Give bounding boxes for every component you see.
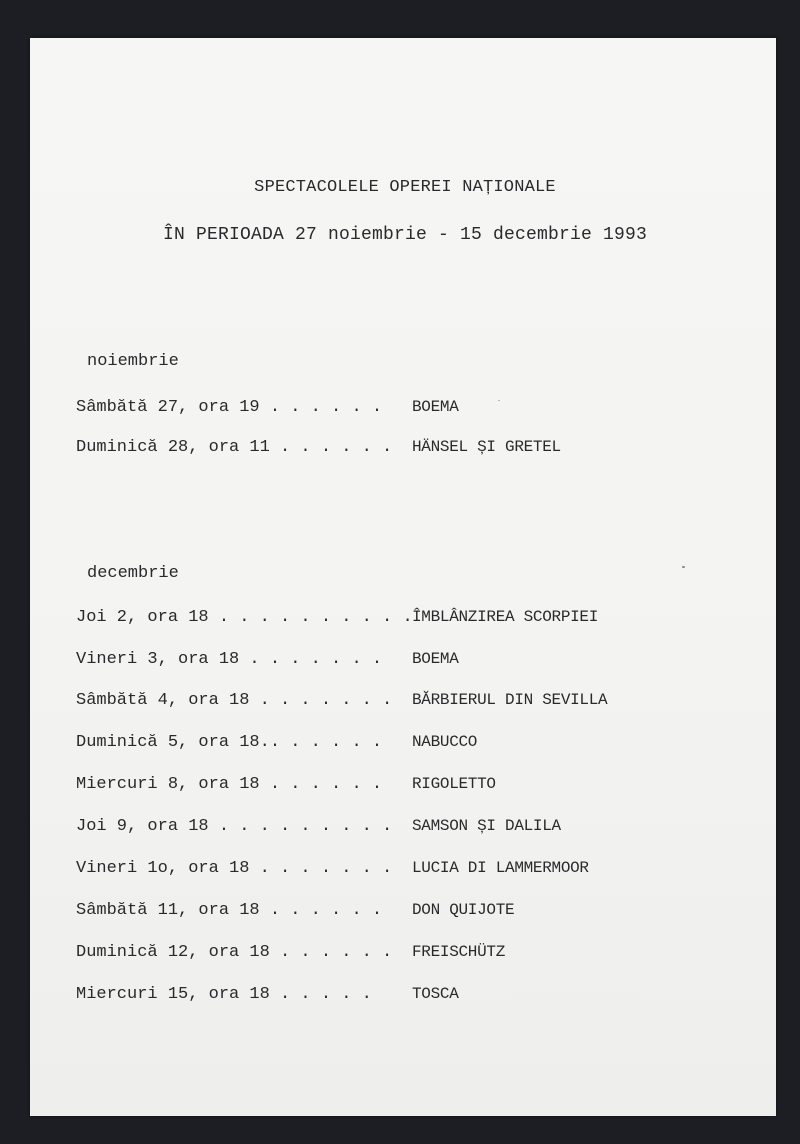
paper-speck (498, 400, 500, 401)
schedule-row (76, 650, 716, 674)
schedule-row (76, 943, 716, 967)
opera-title: NABUCCO (412, 733, 478, 751)
schedule-row (76, 985, 716, 1009)
performance-date: Vineri 1o, ora 18 . . . . . . . (76, 859, 393, 878)
performance-date: Sâmbătă 27, ora 19 . . . . . . (76, 398, 383, 417)
performance-date: Joi 2, ora 18 . . . . . . . . . . (76, 608, 413, 627)
performance-date: Sâmbătă 11, ora 18 . . . . . . (76, 901, 383, 920)
opera-title: BOEMA (412, 650, 459, 668)
opera-title: FREISCHÜTZ (412, 943, 506, 961)
opera-title: BĂRBIERUL DIN SEVILLA (412, 691, 608, 709)
month-heading-december: decembrie (87, 564, 179, 583)
opera-title: ÎMBLÂNZIREA SCORPIEI (412, 608, 599, 626)
opera-title: BOEMA (412, 398, 459, 416)
opera-title: TOSCA (412, 985, 459, 1003)
opera-title: DON QUIJOTE (412, 901, 515, 919)
period-subtitle: ÎN PERIOADA 27 noiembrie - 15 decembrie 1993 (162, 225, 648, 245)
paper-speck (682, 566, 685, 568)
schedule-row (76, 859, 716, 883)
schedule-row (76, 691, 716, 715)
schedule-row (76, 398, 716, 422)
schedule-row (76, 901, 716, 925)
performance-date: Duminică 28, ora 11 . . . . . . (76, 438, 393, 457)
performance-date: Miercuri 8, ora 18 . . . . . . (76, 775, 383, 794)
performance-date: Duminică 12, ora 18 . . . . . . (76, 943, 393, 962)
schedule-row (76, 438, 716, 462)
month-heading-november: noiembrie (87, 352, 179, 371)
schedule-row (76, 608, 716, 632)
schedule-row (76, 733, 716, 757)
schedule-row (76, 775, 716, 799)
performance-date: Duminică 5, ora 18.. . . . . . (76, 733, 383, 752)
performance-date: Miercuri 15, ora 18 . . . . . (76, 985, 372, 1004)
page-title: SPECTACOLELE OPEREI NAȚIONALE (254, 178, 556, 197)
opera-title: RIGOLETTO (412, 775, 496, 793)
opera-title: HÄNSEL ȘI GRETEL (412, 438, 561, 456)
program-sheet (30, 38, 776, 1116)
opera-title: LUCIA DI LAMMERMOOR (412, 859, 589, 877)
schedule-row (76, 817, 716, 841)
performance-date: Sâmbătă 4, ora 18 . . . . . . . (76, 691, 393, 710)
performance-date: Joi 9, ora 18 . . . . . . . . . (76, 817, 393, 836)
performance-date: Vineri 3, ora 18 . . . . . . . (76, 650, 383, 669)
opera-title: SAMSON ȘI DALILA (412, 817, 561, 835)
